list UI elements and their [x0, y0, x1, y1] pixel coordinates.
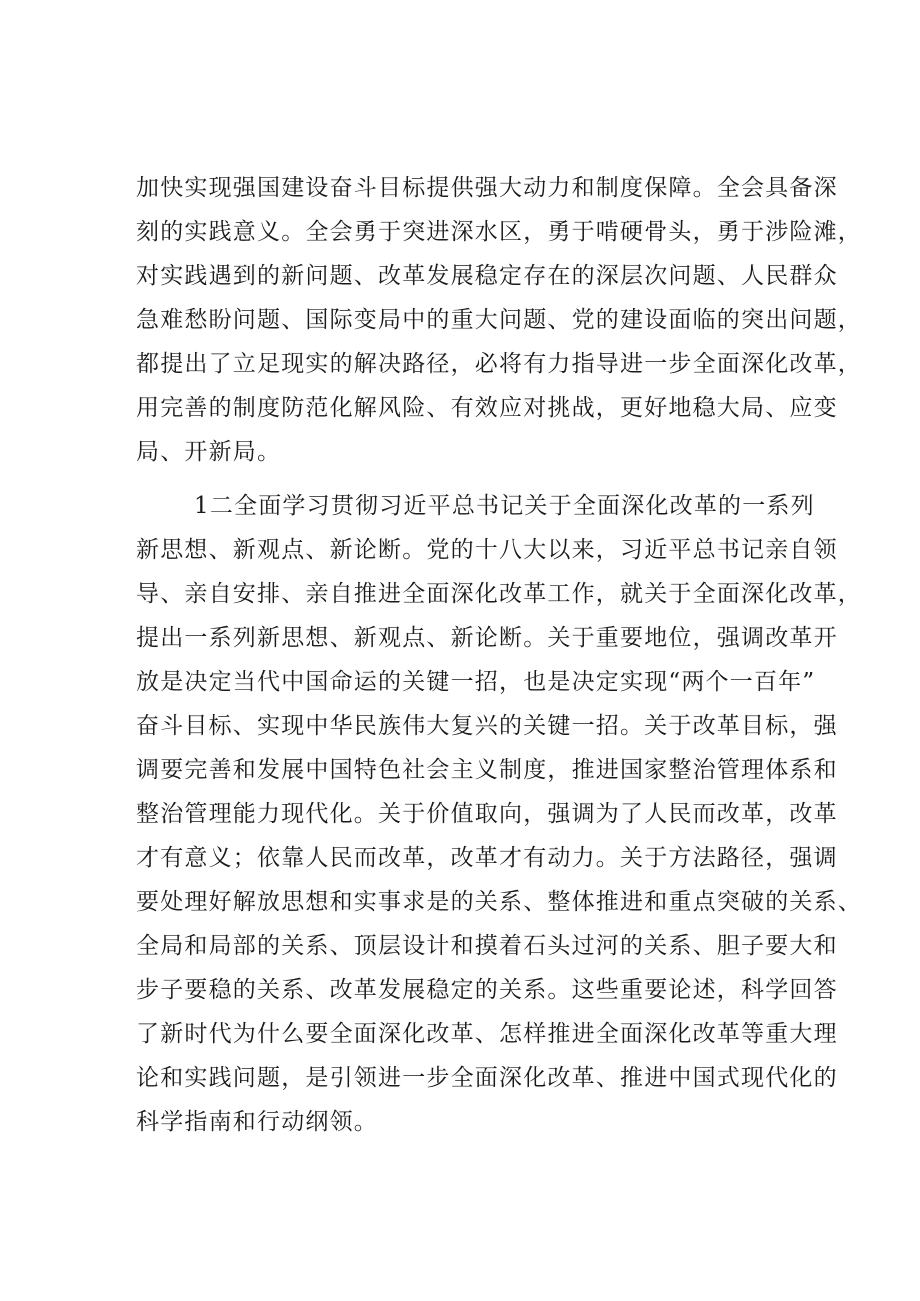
- text-line: 奋斗目标、实现中华民族伟大复兴的关键一招。关于改革目标，强: [136, 713, 838, 739]
- text-line: 导、亲自安排、亲自推进全面深化改革工作，就关于全面深化改革，: [136, 581, 862, 607]
- paragraph-2: [136, 484, 862, 1144]
- paragraph-1: [136, 166, 862, 474]
- text-line: 了新时代为什么要全面深化改革、怎样推进全面深化改革等重大理: [136, 1021, 838, 1047]
- text-line: 提出一系列新思想、新观点、新论断。关于重要地位，强调改革开: [136, 625, 838, 651]
- text-line: 全局和局部的关系、顶层设计和摸着石头过河的关系、胆子要大和: [136, 933, 838, 959]
- text-line: 加快实现强国建设奋斗目标提供强大动力和制度保障。全会具备深: [136, 175, 838, 201]
- paragraph-spacer: [136, 474, 816, 484]
- text-line: 对实践遇到的新问题、改革发展稳定存在的深层次问题、人民群众: [136, 263, 838, 289]
- text-line: 科学指南和行动纲领。: [136, 1109, 378, 1135]
- text-line: 用完善的制度防范化解风险、有效应对挑战，更好地稳大局、应变: [136, 395, 838, 421]
- text-line: 调要完善和发展中国特色社会主义制度，推进国家整治管理体系和: [136, 757, 838, 783]
- document-body: [136, 166, 862, 1144]
- text-line: 新思想、新观点、新论断。党的十八大以来，习近平总书记亲自领: [136, 537, 838, 563]
- text-line: 都提出了立足现实的解决路径，必将有力指导进一步全面深化改革，: [136, 351, 862, 377]
- text-line: 放是决定当代中国命运的关键一招，也是决定实现“两个一百年”: [136, 669, 816, 695]
- text-line: 要处理好解放思想和实事求是的关系、整体推进和重点突破的关系、: [136, 889, 862, 915]
- text-line: 刻的实践意义。全会勇于突进深水区，勇于啃硬骨头，勇于涉险滩，: [136, 219, 862, 245]
- text-line: 整治管理能力现代化。关于价值取向，强调为了人民而改革，改革: [136, 801, 838, 827]
- text-line: 局、开新局。: [136, 439, 282, 465]
- text-line-first: 1二全面学习贯彻习近平总书记关于全面深化改革的一系列: [194, 493, 815, 519]
- text-line: 急难愁盼问题、国际变局中的重大问题、党的建设面临的突出问题，: [136, 307, 862, 333]
- text-line: 步子要稳的关系、改革发展稳定的关系。这些重要论述，科学回答: [136, 977, 838, 1003]
- text-line: 才有意义；依靠人民而改革，改革才有动力。关于方法路径，强调: [136, 845, 838, 871]
- text-line: 论和实践问题，是引领进一步全面深化改革、推进中国式现代化的: [136, 1065, 838, 1091]
